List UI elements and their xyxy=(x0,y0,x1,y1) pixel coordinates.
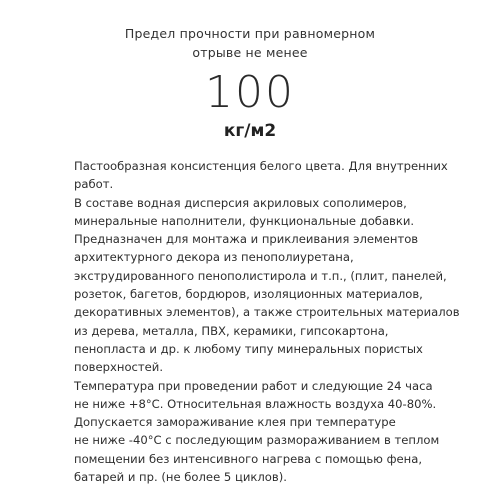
description-line: не ниже -40°С с последующим размораживанием в теплом xyxy=(74,433,440,448)
spec-value: 100 xyxy=(205,67,295,118)
description-line: не ниже +8°С. Относительная влажность воздуха 40-80%. xyxy=(74,396,437,411)
spec-caption xyxy=(0,24,500,62)
description-line: работ. xyxy=(74,177,114,192)
description-line: декоративных элементов), а также строительных материалов xyxy=(74,305,460,320)
description-line: архитектурного декора из пенополиуретана, xyxy=(74,250,354,265)
description-line: В составе водная дисперсия акриловых сополимеров, xyxy=(74,195,407,210)
description-line: экструдированного пенополистирола и т.п., (плит, панелей, xyxy=(74,268,447,283)
product-description xyxy=(74,157,494,486)
description-line: пенопласта и др. к любому типу минеральных пористых xyxy=(74,341,423,356)
spec-unit: кг/м2 xyxy=(223,121,277,141)
description-line: батарей и пр. (не более 5 циклов). xyxy=(74,470,287,485)
description-line: минеральные наполнители, функциональные добавки. xyxy=(74,213,415,228)
description-line: Допускается замораживание клея при температуре xyxy=(74,415,396,430)
spec-caption-line: Предел прочности при равномерном xyxy=(124,26,376,41)
spec-caption-line: отрыве не менее xyxy=(192,45,308,60)
description-line: из дерева, металла, ПВХ, керамики, гипсокартона, xyxy=(74,323,389,338)
description-line: Температура при проведении работ и следующие 24 часа xyxy=(74,378,433,393)
description-line: розеток, багетов, бордюров, изоляционных материалов, xyxy=(74,287,423,302)
description-line: помещении без интенсивного нагрева с помощью фена, xyxy=(74,451,423,466)
description-line: поверхностей. xyxy=(74,360,164,375)
description-line: Предназначен для монтажа и приклеивания элементов xyxy=(74,232,419,247)
description-line: Пастообразная консистенция белого цвета. Для внутренних xyxy=(74,159,448,173)
